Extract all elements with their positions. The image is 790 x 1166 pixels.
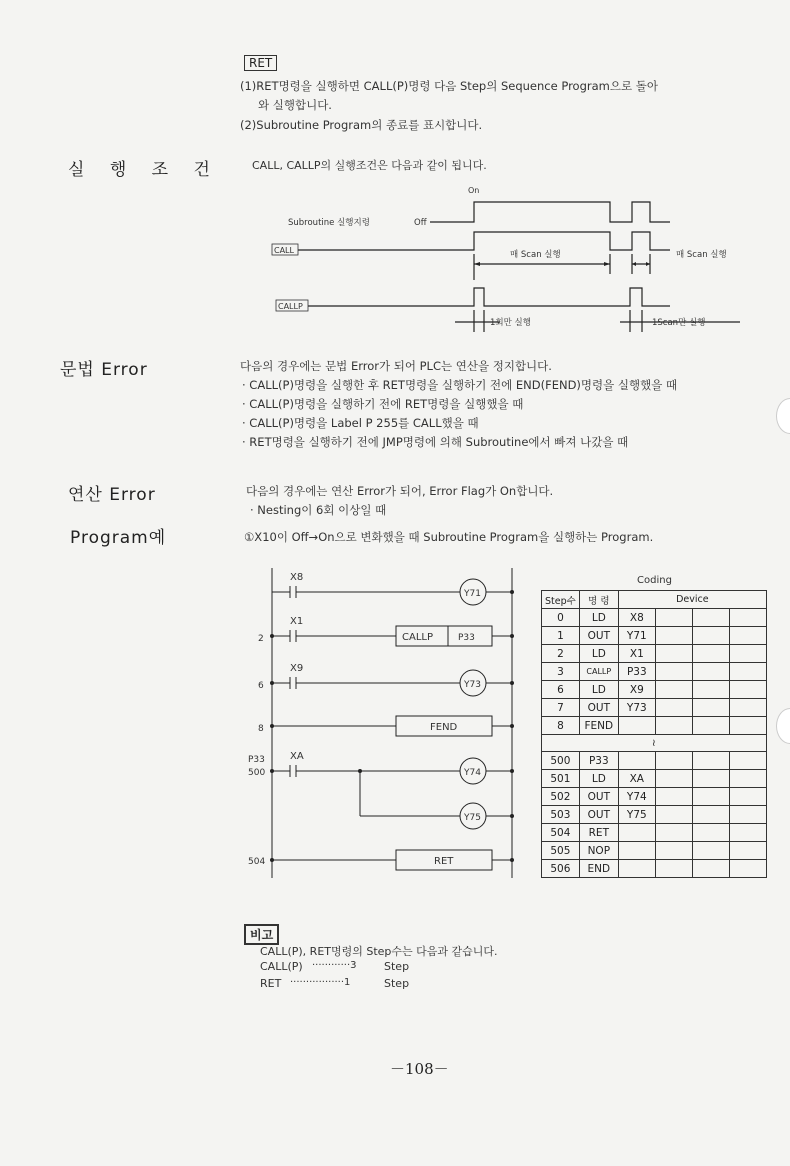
- cell-instruction: OUT: [579, 699, 618, 717]
- coding-table: [541, 590, 767, 878]
- contact-x9: X9: [290, 663, 304, 674]
- timing-on-label: On: [468, 186, 480, 195]
- cell-step: 502: [542, 788, 580, 806]
- cell-instruction: LD: [579, 609, 618, 627]
- cell-device-empty: [729, 609, 766, 627]
- coding-row: [542, 717, 767, 735]
- ret-box: RET: [244, 55, 277, 71]
- timing-call-label: CALL: [274, 246, 294, 255]
- cell-device-empty: [692, 699, 729, 717]
- cell-device-empty: [655, 752, 692, 770]
- cell-device-empty: [692, 860, 729, 878]
- coil-y73: Y73: [464, 680, 481, 690]
- cell-device-empty: [692, 663, 729, 681]
- cell-device: Y73: [618, 699, 655, 717]
- cell-device-empty: [692, 681, 729, 699]
- cell-step: 7: [542, 699, 580, 717]
- cell-device: Y75: [618, 806, 655, 824]
- cell-device-empty: [655, 627, 692, 645]
- call-waveform: [298, 232, 670, 250]
- op-line-1: 다음의 경우에는 연산 Error가 되어, Error Flag가 On합니다.: [246, 484, 554, 498]
- step-8: 8: [258, 724, 264, 734]
- cell-instruction: LD: [579, 645, 618, 663]
- section-exec-condition: 실 행 조 건: [68, 160, 220, 180]
- cell-device-empty: [692, 806, 729, 824]
- cell-instruction: FEND: [579, 717, 618, 735]
- cell-device-empty: [655, 842, 692, 860]
- cell-device: [618, 842, 655, 860]
- timing-callp-label: CALLP: [278, 302, 303, 311]
- compare-callp-unit: Step: [384, 960, 410, 973]
- exec-text: CALL, CALLP의 실행조건은 다음과 같이 됩니다.: [252, 159, 487, 172]
- coding-row: [542, 806, 767, 824]
- cell-step: 6: [542, 681, 580, 699]
- contact-x1: X1: [290, 616, 304, 627]
- coding-gap: ≀: [542, 735, 767, 752]
- cell-device-empty: [692, 824, 729, 842]
- coding-row: [542, 681, 767, 699]
- cell-device: [618, 752, 655, 770]
- cell-device-empty: [655, 645, 692, 663]
- coding-row: [542, 788, 767, 806]
- cell-instruction: END: [579, 860, 618, 878]
- cell-instruction: LD: [579, 770, 618, 788]
- step-6: 6: [258, 681, 264, 691]
- cell-device-empty: [729, 842, 766, 860]
- program-desc: ①X10이 Off→On으로 변화했을 때 Subroutine Program을 실행하는 Program.: [244, 530, 654, 544]
- coil-y75: Y75: [464, 813, 481, 823]
- cell-step: 8: [542, 717, 580, 735]
- cell-device: [618, 860, 655, 878]
- coding-title: Coding: [637, 575, 672, 586]
- page-number: －108－: [390, 1060, 449, 1078]
- cell-device: Y74: [618, 788, 655, 806]
- cell-device-empty: [692, 788, 729, 806]
- callp-pointer: P33: [458, 633, 475, 643]
- subroutine-waveform: [430, 202, 670, 222]
- cell-device-empty: [729, 860, 766, 878]
- ret-line-2: 와 실행합니다.: [258, 98, 332, 112]
- timing-once-label: 1회만 실행: [490, 318, 531, 328]
- cell-instruction: OUT: [579, 788, 618, 806]
- compare-callp-dots: ············3: [312, 960, 357, 971]
- cell-step: 505: [542, 842, 580, 860]
- section-syntax-error: 문법 Error: [60, 360, 148, 380]
- cell-step: 500: [542, 752, 580, 770]
- coding-row: [542, 770, 767, 788]
- ret-instruction: RET: [434, 856, 454, 867]
- timing-subroutine-label: Subroutine 실행지령: [288, 218, 370, 228]
- cell-device-empty: [729, 752, 766, 770]
- contact-xa: XA: [290, 751, 304, 762]
- cell-step: 0: [542, 609, 580, 627]
- coding-header-row: [542, 591, 767, 609]
- binding-hole-bottom: [776, 708, 790, 744]
- section-op-error: 연산 Error: [68, 485, 156, 505]
- timing-every-scan-1: 매 Scan 실행: [510, 250, 561, 260]
- cell-device-empty: [729, 770, 766, 788]
- syntax-line-3: · CALL(P)명령을 실행하기 전에 RET명령을 실행했을 때: [242, 397, 524, 411]
- section-program-example: Program예: [70, 528, 167, 548]
- cell-device-empty: [729, 663, 766, 681]
- callp-instruction: CALLP: [402, 632, 433, 643]
- cell-instruction: RET: [579, 824, 618, 842]
- compare-callp-name: CALL(P): [260, 960, 303, 973]
- cell-device-empty: [729, 645, 766, 663]
- cell-device: [618, 824, 655, 842]
- cell-device-empty: [655, 681, 692, 699]
- timing-diagram: [250, 180, 760, 340]
- cell-step: 503: [542, 806, 580, 824]
- cell-device-empty: [729, 681, 766, 699]
- cell-device-empty: [729, 717, 766, 735]
- cell-device: X1: [618, 645, 655, 663]
- coding-gap-row: [542, 735, 767, 752]
- coil-y74: Y74: [464, 768, 481, 778]
- cell-instruction: OUT: [579, 806, 618, 824]
- cell-step: 501: [542, 770, 580, 788]
- compare-ret-unit: Step: [384, 977, 410, 990]
- cell-device-empty: [655, 824, 692, 842]
- cell-device-empty: [655, 717, 692, 735]
- cell-device-empty: [692, 645, 729, 663]
- coding-row: [542, 860, 767, 878]
- callp-waveform: [308, 288, 670, 306]
- syntax-line-5: · RET명령을 실행하기 전에 JMP명령에 의해 Subroutine에서 빠져 나갔을 때: [242, 435, 629, 449]
- fend-instruction: FEND: [430, 722, 458, 733]
- cell-device-empty: [692, 752, 729, 770]
- cell-device-empty: [729, 806, 766, 824]
- binding-hole-top: [776, 398, 790, 434]
- compare-ret-dots: ·················1: [290, 977, 351, 988]
- cell-step: 3: [542, 663, 580, 681]
- coding-row: [542, 609, 767, 627]
- cell-device-empty: [729, 788, 766, 806]
- timing-one-scan-label: 1Scan만 실행: [652, 318, 706, 328]
- cell-step: 1: [542, 627, 580, 645]
- cell-device-empty: [655, 663, 692, 681]
- coding-table-wrap: [541, 590, 767, 878]
- cell-device: [618, 717, 655, 735]
- syntax-line-2: · CALL(P)명령을 실행한 후 RET명령을 실행하기 전에 END(FEND)명령을 실행했을 때: [242, 378, 678, 392]
- cell-device-empty: [729, 824, 766, 842]
- cell-device-empty: [655, 788, 692, 806]
- ladder-diagram: [240, 560, 530, 890]
- cell-device-empty: [655, 806, 692, 824]
- cell-device-empty: [692, 770, 729, 788]
- label-p33: P33: [248, 755, 265, 765]
- cell-step: 2: [542, 645, 580, 663]
- contact-x8: X8: [290, 572, 304, 583]
- ret-line-3: (2)Subroutine Program의 종료를 표시합니다.: [240, 118, 483, 132]
- compare-line-1: CALL(P), RET명령의 Step수는 다음과 같습니다.: [260, 945, 498, 958]
- cell-device-empty: [655, 699, 692, 717]
- cell-device: Y71: [618, 627, 655, 645]
- cell-instruction: OUT: [579, 627, 618, 645]
- cell-device: XA: [618, 770, 655, 788]
- coil-y71: Y71: [464, 589, 481, 599]
- step-2: 2: [258, 634, 264, 644]
- syntax-line-4: · CALL(P)명령을 Label P 255를 CALL했을 때: [242, 416, 479, 430]
- cell-step: 506: [542, 860, 580, 878]
- cell-device-empty: [692, 609, 729, 627]
- header-device: Device: [618, 591, 766, 609]
- compare-label: 비고: [244, 924, 279, 945]
- header-instruction: 명 령: [579, 591, 618, 609]
- coding-row: [542, 824, 767, 842]
- cell-device-empty: [692, 717, 729, 735]
- header-step: Step수: [542, 591, 580, 609]
- step-504: 504: [248, 857, 266, 867]
- coding-row: [542, 627, 767, 645]
- cell-instruction: LD: [579, 681, 618, 699]
- cell-device: P33: [618, 663, 655, 681]
- syntax-line-1: 다음의 경우에는 문법 Error가 되어 PLC는 연산을 정지합니다.: [240, 359, 552, 373]
- op-line-2: · Nesting이 6회 이상일 때: [250, 503, 387, 517]
- timing-every-scan-2: 매 Scan 실행: [676, 250, 727, 260]
- coding-row: [542, 752, 767, 770]
- step-500: 500: [248, 768, 266, 778]
- cell-device: X9: [618, 681, 655, 699]
- cell-device-empty: [655, 609, 692, 627]
- cell-device-empty: [692, 842, 729, 860]
- cell-instruction: P33: [579, 752, 618, 770]
- cell-device: X8: [618, 609, 655, 627]
- cell-device-empty: [729, 699, 766, 717]
- cell-device-empty: [729, 627, 766, 645]
- cell-instruction: CALLP: [579, 663, 618, 681]
- cell-device-empty: [655, 770, 692, 788]
- coding-row: [542, 663, 767, 681]
- timing-off-label: Off: [414, 218, 427, 228]
- cell-instruction: NOP: [579, 842, 618, 860]
- cell-device-empty: [692, 627, 729, 645]
- coding-row: [542, 645, 767, 663]
- compare-ret-name: RET: [260, 977, 282, 990]
- ret-line-1: (1)RET명령을 실행하면 CALL(P)명령 다음 Step의 Sequence Program으로 돌아: [240, 79, 658, 93]
- cell-step: 504: [542, 824, 580, 842]
- cell-device-empty: [655, 860, 692, 878]
- coding-row: [542, 699, 767, 717]
- coding-row: [542, 842, 767, 860]
